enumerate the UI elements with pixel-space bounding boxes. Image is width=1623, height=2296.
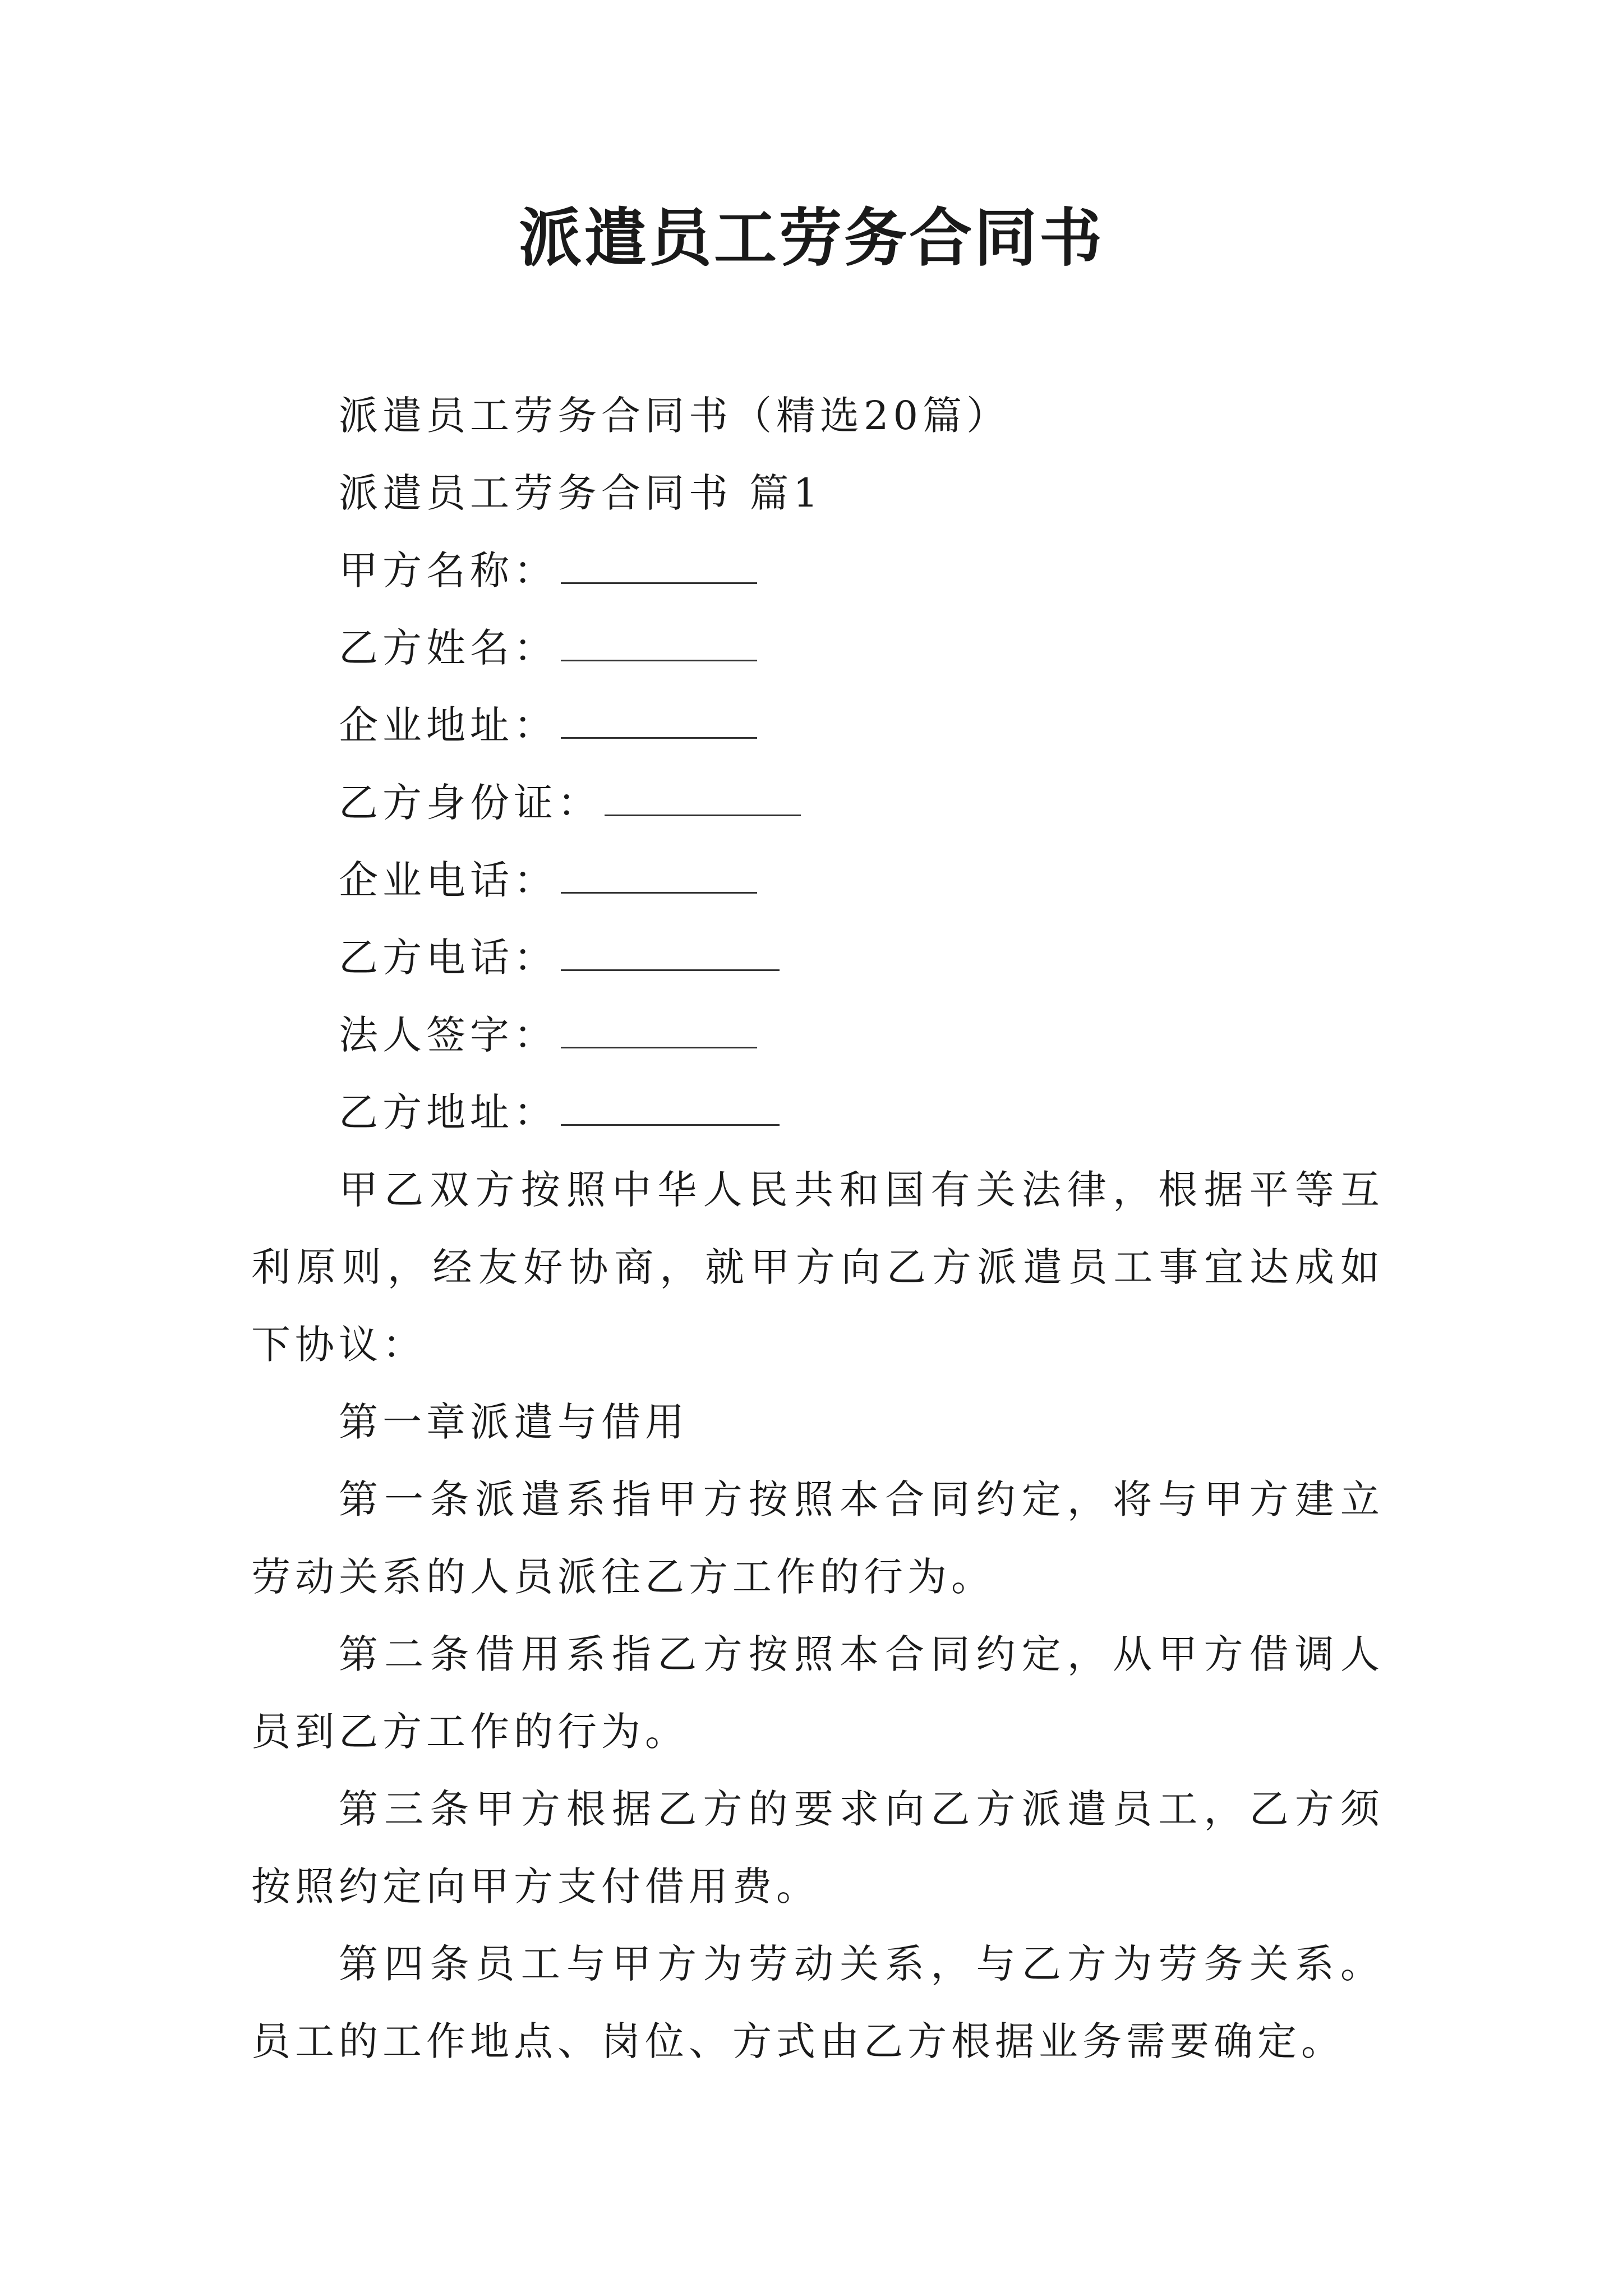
fill-blank [561,1014,757,1048]
field-party-a-name [251,532,1384,609]
fill-blank [561,550,757,584]
fill-blank [561,1092,780,1126]
fill-blank [561,627,757,661]
fill-blank [561,937,780,971]
fill-blank [561,859,757,894]
section-heading: 派遣员工劳务合同书 篇1 [339,470,823,516]
field-legal-signature [251,996,1384,1074]
article-1: 第一条派遣系指甲方按照本合同约定，将与甲方建立劳动关系的人员派往乙方工作的行为。 [251,1476,1384,1600]
article-3: 第三条甲方根据乙方的要求向乙方派遣员工，乙方须按照约定向甲方支付借用费。 [251,1786,1384,1910]
field-label: 乙方姓名： [339,625,557,671]
field-label: 法人签字： [339,1012,557,1058]
article-2: 第二条借用系指乙方按照本合同约定，从甲方借调人员到乙方工作的行为。 [251,1631,1384,1755]
field-party-b-phone [251,919,1384,996]
field-label: 乙方地址： [339,1089,557,1135]
document-body [251,377,1384,2080]
field-label: 企业电话： [339,857,557,903]
document-title: 派遣员工劳务合同书 [519,201,1104,275]
intro-paragraph: 甲乙双方按照中华人民共和国有关法律，根据平等互利原则，经友好协商，就甲方向乙方派遣员工事宜达成如下协议： [251,1167,1384,1368]
fill-blank [605,782,801,816]
chapter-heading: 第一章派遣与借用 [339,1399,689,1445]
field-party-b-id [251,764,1384,841]
field-label: 乙方电话： [339,935,557,981]
document-subtitle: 派遣员工劳务合同书（精选20篇） [339,393,1011,439]
field-company-phone [251,841,1384,919]
fill-blank [561,705,757,739]
field-label: 甲方名称： [339,547,557,593]
field-party-b-address [251,1074,1384,1151]
field-label: 企业地址： [339,702,557,748]
field-label: 乙方身份证： [339,780,601,826]
article-4: 第四条员工与甲方为劳动关系，与乙方为劳务关系。员工的工作地点、岗位、方式由乙方根据业务需要确定。 [251,1941,1384,2064]
field-party-b-name [251,609,1384,687]
field-company-address [251,687,1384,764]
